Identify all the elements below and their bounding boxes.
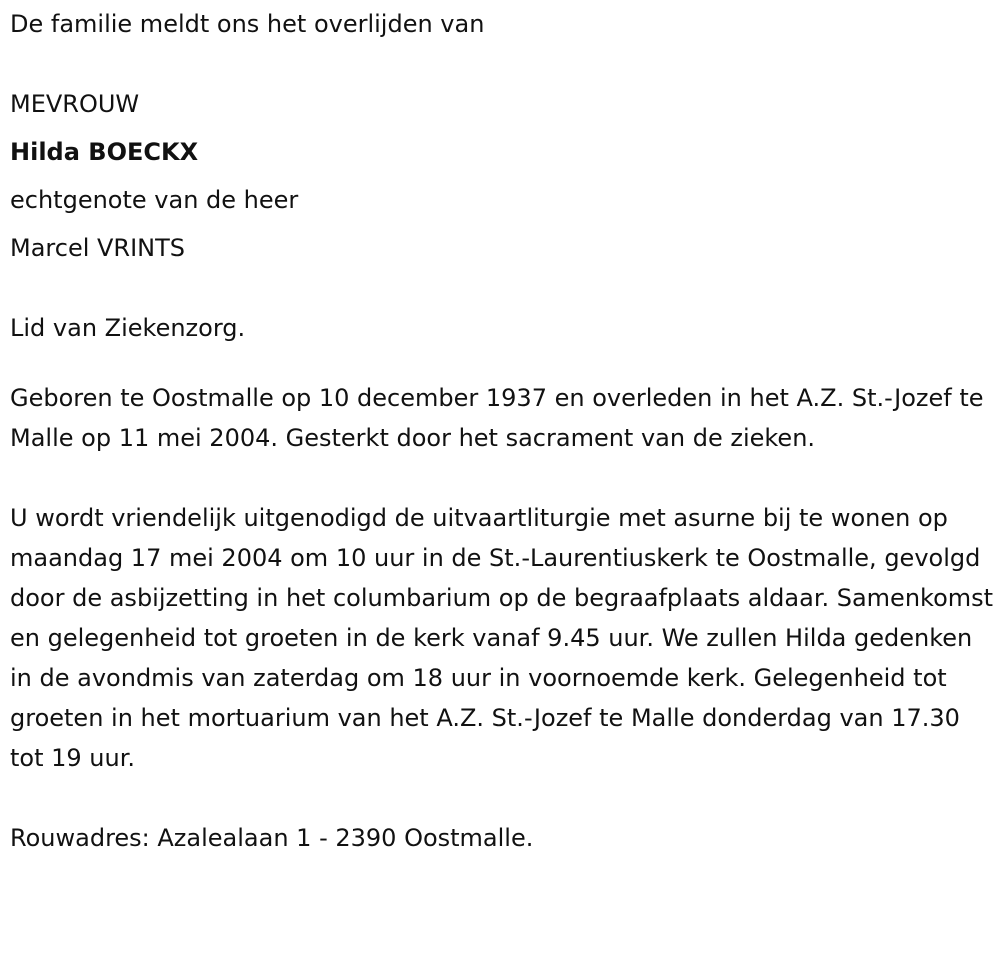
honorific: MEVROUW [10, 90, 140, 118]
birth-death-paragraph: Geboren te Oostmalle op 10 december 1937 en overleden in het A.Z. St.-Jozef te Malle op 11 mei 2004. Gesterkt door het sacrament van de zieken. [10, 384, 984, 452]
membership-line: Lid van Ziekenzorg. [10, 314, 246, 342]
spouse-name: Marcel VRINTS [10, 234, 186, 262]
mourning-address: Rouwadres: Azalealaan 1 - 2390 Oostmalle. [10, 824, 534, 852]
intro-line: De familie meldt ons het overlijden van [10, 10, 485, 38]
deceased-name: Hilda BOECKX [10, 138, 199, 166]
relation-line: echtgenote van de heer [10, 186, 299, 214]
funeral-invitation-paragraph: U wordt vriendelijk uitgenodigd de uitvaartliturgie met asurne bij te wonen op maandag 17 mei 2004 om 10 uur in de St.-Laurentiuskerk te Oostmalle, gevolgd door de asbijzetting in het columbarium op de begraafplaats aldaar. Samenkomst en gelegenheid tot groeten in de kerk vanaf 9.45 uur. We zullen Hilda gedenken in de avondmis van zaterdag om 18 uur in voornoemde kerk. Gelegenheid tot groeten in het mortuarium van het A.Z. St.-Jozef te Malle donderdag van 17.30 tot 19 uur. [10, 504, 994, 772]
death-notice [10, 0, 995, 858]
